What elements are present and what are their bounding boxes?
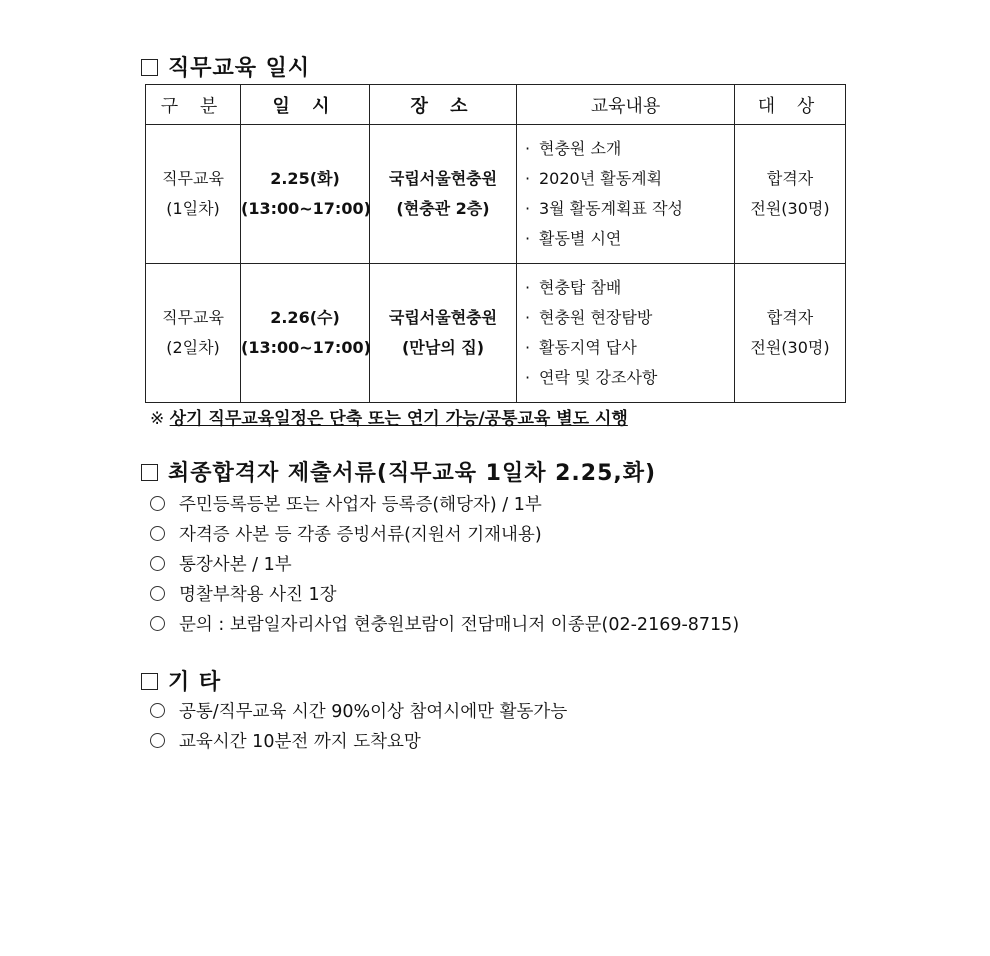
- header-place: 장 소: [370, 85, 517, 125]
- cell-target: 합격자 전원(30명): [735, 264, 846, 403]
- cell-place: 국립서울현충원 (만남의 집): [370, 264, 517, 403]
- bullet-dot-icon: ·: [525, 139, 531, 158]
- schedule-table: [145, 84, 846, 403]
- list-item: 통장사본 / 1부: [150, 550, 739, 580]
- cell-place: 국립서울현충원 (현충관 2층): [370, 125, 517, 264]
- note-text: 상기 직무교육일정은 단축 또는 연기 가능/공통교육 별도 시행: [169, 409, 628, 429]
- table-row: [146, 125, 846, 264]
- checkbox-square-icon: [141, 59, 158, 76]
- cell-datetime: 2.26(수) (13:00~17:00): [241, 264, 370, 403]
- section-title: 최종합격자 제출서류(직무교육 1일차 2.25,화): [168, 461, 657, 486]
- section-heading-etc: [141, 665, 221, 696]
- header-category: 구 분: [146, 85, 241, 125]
- list-item: 자격증 사본 등 각종 증빙서류(지원서 기재내용): [150, 520, 739, 550]
- cell-content: · 현충원 소개 · 2020년 활동계획 · 3월 활동계획표 작성 · 활동별 시연: [517, 125, 735, 264]
- bullet-dot-icon: ·: [525, 169, 531, 188]
- circle-bullet-icon: [150, 526, 165, 541]
- circle-bullet-icon: [150, 586, 165, 601]
- bullet-dot-icon: ·: [525, 229, 531, 248]
- documents-list: [150, 490, 739, 640]
- section-heading-documents: [141, 456, 656, 487]
- list-item: 문의 : 보람일자리사업 현충원보람이 전담매니저 이종문(02-2169-8715): [150, 610, 739, 640]
- section-heading-schedule: [141, 51, 310, 82]
- header-datetime: 일 시: [241, 85, 370, 125]
- bullet-dot-icon: ·: [525, 338, 531, 357]
- circle-bullet-icon: [150, 556, 165, 571]
- section-title: 직무교육 일시: [168, 56, 311, 81]
- checkbox-square-icon: [141, 673, 158, 690]
- cell-category: 직무교육 (1일차): [146, 125, 241, 264]
- list-item: 명찰부착용 사진 1장: [150, 580, 739, 610]
- checkbox-square-icon: [141, 464, 158, 481]
- circle-bullet-icon: [150, 703, 165, 718]
- header-content: 교육내용: [517, 85, 735, 125]
- list-item: 공통/직무교육 시간 90%이상 참여시에만 활동가능: [150, 697, 567, 727]
- cell-datetime: 2.25(화) (13:00~17:00): [241, 125, 370, 264]
- cell-target: 합격자 전원(30명): [735, 125, 846, 264]
- section-title: 기 타: [168, 670, 222, 695]
- list-item: 주민등록등본 또는 사업자 등록증(해당자) / 1부: [150, 490, 739, 520]
- circle-bullet-icon: [150, 496, 165, 511]
- bullet-dot-icon: ·: [525, 199, 531, 218]
- schedule-note: [150, 404, 628, 429]
- bullet-dot-icon: ·: [525, 368, 531, 387]
- table-header-row: [146, 85, 846, 125]
- circle-bullet-icon: [150, 733, 165, 748]
- etc-list: [150, 697, 567, 757]
- circle-bullet-icon: [150, 616, 165, 631]
- list-item: 교육시간 10분전 까지 도착요망: [150, 727, 567, 757]
- bullet-dot-icon: ·: [525, 308, 531, 327]
- cell-content: · 현충탑 참배 · 현충원 현장탐방 · 활동지역 답사 · 연락 및 강조사항: [517, 264, 735, 403]
- bullet-dot-icon: ·: [525, 278, 531, 297]
- table-row: [146, 264, 846, 403]
- cell-category: 직무교육 (2일차): [146, 264, 241, 403]
- header-target: 대 상: [735, 85, 846, 125]
- reference-mark-icon: ※: [150, 409, 165, 429]
